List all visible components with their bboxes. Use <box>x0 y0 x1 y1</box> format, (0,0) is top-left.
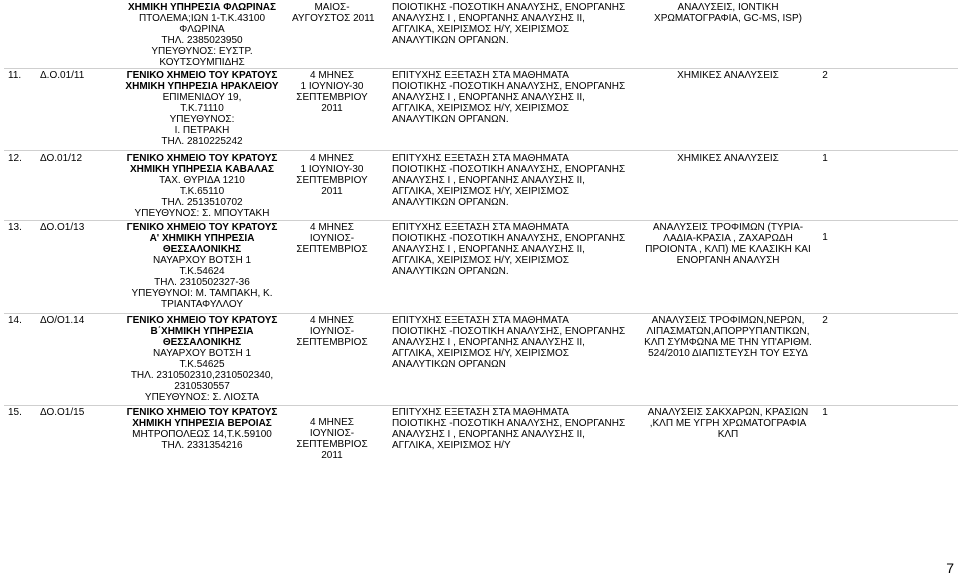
duration-line: 4 ΜΗΝΕΣ <box>310 153 354 164</box>
duration-line: ΣΕΠΤΕΜΒΡΙΟΣ <box>296 244 368 255</box>
requirement-line: ΑΝΑΛΥΣΗΣ Ι , ΕΝΟΡΓΑΝΗΣ ΑΝΑΛΥΣΗΣ ΙΙ, <box>392 92 585 103</box>
organization-name-line: ΧΗΜΙΚΗ ΥΠΗΡΕΣΙΑ ΚΑΒΑΛΑΣ <box>129 164 275 175</box>
organization-detail-line: Τ.Κ.54624 <box>179 266 225 277</box>
duration-line: 1 ΙΟΥΝΙΟΥ-30 <box>300 164 364 175</box>
organization-detail-line: ΤΗΛ. 2310502310,2310502340, <box>130 370 274 381</box>
requirement-line: ΑΓΓΛΙΚΑ, ΧΕΙΡΙΣΜΟΣ Η/Υ, ΧΕΙΡΙΣΜΟΣ <box>392 186 569 197</box>
row-divider <box>4 313 958 314</box>
positions-count: 2 <box>822 315 828 326</box>
duration-line: 4 ΜΗΝΕΣ <box>310 70 354 81</box>
requirements <box>392 2 642 46</box>
requirement-line: ΠΟΙΟΤΙΚΗΣ -ΠΟΣΟΤΙΚΗ ΑΝΑΛΥΣΗΣ, ΕΝΟΡΓΑΝΗΣ <box>392 418 626 429</box>
requirement-line: ΑΝΑΛΥΣΗΣ Ι , ΕΝΟΡΓΑΝΗΣ ΑΝΑΛΥΣΗΣ ΙΙ, <box>392 13 585 24</box>
specialty: ΑΝΑΛΥΣΕΙΣ ΤΡΟΦΙΜΩΝ (ΤΥΡΙΑ-ΛΑΔΙΑ-ΚΡΑΣΙΑ , ΖΑΧΑΡΩΔΗ ΠΡΟΙΟΝΤΑ , ΚΛΠ) ΜΕ ΚΛΑΣΙΚΗ ΚΑΙ ΕΝΟΡΓΑΝΗ ΑΝΑΛΥΣΗ <box>645 222 811 266</box>
organization-detail-line: ΥΠΕΥΘΥΝΟΙ: Μ. ΤΑΜΠΑΚΗ, Κ. <box>131 288 273 299</box>
specialty: ΑΝΑΛΥΣΕΙΣ ΣΑΚΧΑΡΩΝ, ΚΡΑΣΙΩΝ ,ΚΛΠ ΜΕ ΥΓΡΗ ΧΡΩΜΑΤΟΓΡΑΦΙΑ ΚΛΠ <box>647 407 809 440</box>
duration-line: ΙΟΥΝΙΟΣ- <box>309 428 355 439</box>
row-number: 14. <box>8 315 22 326</box>
organization-detail-line: ΜΗΤΡΟΠΟΛΕΩΣ 14,Τ.Κ.59100 <box>132 429 272 440</box>
organization-info <box>112 222 292 310</box>
organization-name-line: ΧΗΜΙΚΗ ΥΠΗΡΕΣΙΑ ΦΛΩΡΙΝΑΣ <box>127 2 277 13</box>
duration <box>292 2 375 24</box>
duration-line: 2011 <box>321 450 343 461</box>
organization-info <box>112 70 292 147</box>
requirement-line: ΑΓΓΛΙΚΑ, ΧΕΙΡΙΣΜΟΣ Η/Υ, ΧΕΙΡΙΣΜΟΣ <box>392 103 569 114</box>
requirement-line: ΠΟΙΟΤΙΚΗΣ -ΠΟΣΟΤΙΚΗ ΑΝΑΛΥΣΗΣ, ΕΝΟΡΓΑΝΗΣ <box>392 233 626 244</box>
specialty: ΑΝΑΛΥΣΕΙΣ ΤΡΟΦΙΜΩΝ,ΝΕΡΩΝ, ΛΙΠΑΣΜΑΤΩΝ,ΑΠΟΡΡΥΠΑΝΤΙΚΩΝ, ΚΛΠ ΣΥΜΦΩΝΑ ΜΕ ΤΗΝ ΥΠ'ΑΡΙΘΜ. 524/2010 ΔΙΑΠΙΣΤΕΥΣΗ ΤΟΥ ΕΣΥΔ <box>644 315 812 359</box>
page-number: 7 <box>946 560 954 576</box>
requirement-line: ΑΓΓΛΙΚΑ, ΧΕΙΡΙΣΜΟΣ Η/Υ <box>392 440 511 451</box>
organization-name-line: ΧΗΜΙΚΗ ΥΠΗΡΕΣΙΑ ΒΕΡΟΙΑΣ <box>132 418 272 429</box>
organization-detail-line: Τ.Κ.54625 <box>179 359 225 370</box>
position-code: Δ.Ο.01/11 <box>40 70 85 81</box>
duration-line: ΑΥΓΟΥΣΤΟΣ 2011 <box>292 13 375 24</box>
requirement-line: ΑΝΑΛΥΤΙΚΩΝ ΟΡΓΑΝΩΝ <box>392 359 506 370</box>
organization-detail-line: ΠΤΟΛΕΜΑ;ΙΩΝ 1-Τ.Κ.43100 <box>138 13 266 24</box>
row-number: 13. <box>8 222 22 233</box>
positions-count: 2 <box>822 70 828 81</box>
requirements <box>392 153 642 208</box>
organization-detail-line: ΤΡΙΑΝΤΑΦΥΛΛΟΥ <box>160 299 244 310</box>
organization-detail-line: ΝΑΥΑΡΧΟΥ ΒΟΤΣΗ 1 <box>152 255 252 266</box>
duration-line: ΣΕΠΤΕΜΒΡΙΟΥ <box>296 175 368 186</box>
requirement-line: ΕΠΙΤΥΧΗΣ ΕΞΕΤΑΣΗ ΣΤΑ ΜΑΘΗΜΑΤΑ <box>392 315 569 326</box>
requirement-line: ΕΠΙΤΥΧΗΣ ΕΞΕΤΑΣΗ ΣΤΑ ΜΑΘΗΜΑΤΑ <box>392 70 569 81</box>
organization-detail-line: ΥΠΕΥΘΥΝΟΣ: Σ. ΛΙΟΣΤΑ <box>144 392 260 403</box>
duration-line: 2011 <box>321 103 343 114</box>
organization-name-line: ΓΕΝΙΚΟ ΧΗΜΕΙΟ ΤΟΥ ΚΡΑΤΟΥΣ <box>126 153 278 164</box>
organization-name-line: ΓΕΝΙΚΟ ΧΗΜΕΙΟ ΤΟΥ ΚΡΑΤΟΥΣ <box>126 407 278 418</box>
position-code: ΔΟ/Ο1.14 <box>40 315 85 326</box>
requirement-line: ΑΝΑΛΥΤΙΚΩΝ ΟΡΓΑΝΩΝ. <box>392 266 509 277</box>
duration-line: 4 ΜΗΝΕΣ <box>310 222 354 233</box>
duration-line: ΜΑΙΟΣ- <box>314 2 350 13</box>
duration <box>292 222 372 255</box>
organization-detail-line: Τ.Κ.65110 <box>179 186 225 197</box>
duration-line: 4 ΜΗΝΕΣ <box>310 315 354 326</box>
position-code: ΔΟ.01/12 <box>40 153 83 164</box>
duration-line: ΣΕΠΤΕΜΒΡΙΟΣ <box>296 439 368 450</box>
requirement-line: ΑΝΑΛΥΤΙΚΩΝ ΟΡΓΑΝΩΝ. <box>392 114 509 125</box>
requirement-line: ΕΠΙΤΥΧΗΣ ΕΞΕΤΑΣΗ ΣΤΑ ΜΑΘΗΜΑΤΑ <box>392 153 569 164</box>
organization-detail-line: ΥΠΕΥΘΥΝΟΣ: <box>169 114 235 125</box>
duration <box>292 417 372 461</box>
requirement-line: ΑΝΑΛΥΣΗΣ Ι , ΕΝΟΡΓΑΝΗΣ ΑΝΑΛΥΣΗΣ ΙΙ, <box>392 429 585 440</box>
organization-detail-line: 2310530557 <box>174 381 230 392</box>
organization-info <box>112 407 292 451</box>
requirement-line: ΑΝΑΛΥΣΗΣ Ι , ΕΝΟΡΓΑΝΗΣ ΑΝΑΛΥΣΗΣ ΙΙ, <box>392 175 585 186</box>
organization-name-line: ΘΕΣΣΑΛΟΝΙΚΗΣ <box>162 244 242 255</box>
organization-detail-line: ΚΟΥΤΣΟΥΜΠΙΔΗΣ <box>159 57 245 68</box>
organization-name-line: Β΄ΧΗΜΙΚΗ ΥΠΗΡΕΣΙΑ <box>150 326 254 337</box>
positions-count: 1 <box>822 232 828 243</box>
specialty: ΧΗΜΙΚΕΣ ΑΝΑΛΥΣΕΙΣ <box>677 153 779 164</box>
organization-detail-line: ΥΠΕΥΘΥΝΟΣ: ΕΥΣΤΡ. <box>151 46 253 57</box>
requirements <box>392 407 642 451</box>
organization-name-line: ΓΕΝΙΚΟ ΧΗΜΕΙΟ ΤΟΥ ΚΡΑΤΟΥΣ <box>126 222 278 233</box>
organization-detail-line: ΤΗΛ. 2331354216 <box>161 440 243 451</box>
specialty: ΑΝΑΛΥΣΕΙΣ, ΙΟΝΤΙΚΗ ΧΡΩΜΑΤΟΓΡΑΦΙΑ, GC-MS, ISP) <box>654 2 802 24</box>
requirement-line: ΠΟΙΟΤΙΚΗΣ -ΠΟΣΟΤΙΚΗ ΑΝΑΛΥΣΗΣ, ΕΝΟΡΓΑΝΗΣ <box>392 81 626 92</box>
requirement-line: ΕΠΙΤΥΧΗΣ ΕΞΕΤΑΣΗ ΣΤΑ ΜΑΘΗΜΑΤΑ <box>392 407 569 418</box>
requirements <box>392 315 642 370</box>
row-divider <box>4 405 958 406</box>
requirement-line: ΠΟΙΟΤΙΚΗΣ -ΠΟΣΟΤΙΚΗ ΑΝΑΛΥΣΗΣ, ΕΝΟΡΓΑΝΗΣ <box>392 164 626 175</box>
row-divider <box>4 220 958 221</box>
requirement-line: ΑΝΑΛΥΣΗΣ Ι , ΕΝΟΡΓΑΝΗΣ ΑΝΑΛΥΣΗΣ ΙΙ, <box>392 337 585 348</box>
row-number: 12. <box>8 153 22 164</box>
organization-detail-line: ΕΠΙΜΕΝΙΔΟΥ 19, <box>162 92 242 103</box>
requirement-line: ΑΝΑΛΥΣΗΣ Ι , ΕΝΟΡΓΑΝΗΣ ΑΝΑΛΥΣΗΣ ΙΙ, <box>392 244 585 255</box>
positions-count: 1 <box>822 153 828 164</box>
duration <box>292 315 372 348</box>
requirement-line: ΑΝΑΛΥΤΙΚΩΝ ΟΡΓΑΝΩΝ. <box>392 35 509 46</box>
organization-detail-line: ΝΑΥΑΡΧΟΥ ΒΟΤΣΗ 1 <box>152 348 252 359</box>
duration-line: 1 ΙΟΥΝΙΟΥ-30 <box>300 81 364 92</box>
requirement-line: ΑΓΓΛΙΚΑ, ΧΕΙΡΙΣΜΟΣ Η/Υ, ΧΕΙΡΙΣΜΟΣ <box>392 348 569 359</box>
requirements <box>392 70 642 125</box>
organization-detail-line: ΤΑΧ. ΘΥΡΙΔΑ 1210 <box>159 175 245 186</box>
organization-detail-line: ΥΠΕΥΘΥΝΟΣ: Σ. ΜΠΟΥΤΑΚΗ <box>134 208 270 219</box>
row-divider <box>4 150 958 151</box>
organization-info <box>112 2 292 68</box>
row-divider <box>4 68 958 69</box>
duration-line: ΣΕΠΤΕΜΒΡΙΟΣ <box>296 337 368 348</box>
duration-line: 2011 <box>321 186 343 197</box>
requirement-line: ΠΟΙΟΤΙΚΗΣ -ΠΟΣΟΤΙΚΗ ΑΝΑΛΥΣΗΣ, ΕΝΟΡΓΑΝΗΣ <box>392 2 626 13</box>
organization-detail-line: Ι. ΠΕΤΡΑΚΗ <box>174 125 230 136</box>
organization-info <box>112 315 292 403</box>
position-code: ΔΟ.Ο1/13 <box>40 222 85 233</box>
requirement-line: ΠΟΙΟΤΙΚΗΣ -ΠΟΣΟΤΙΚΗ ΑΝΑΛΥΣΗΣ, ΕΝΟΡΓΑΝΗΣ <box>392 326 626 337</box>
position-code: ΔΟ.Ο1/15 <box>40 407 85 418</box>
organization-name-line: Α' ΧΗΜΙΚΗ ΥΠΗΡΕΣΙΑ <box>149 233 255 244</box>
organization-name-line: ΧΗΜΙΚΗ ΥΠΗΡΕΣΙΑ ΗΡΑΚΛΕΙΟΥ <box>125 81 279 92</box>
row-number: 15. <box>8 407 22 418</box>
duration-line: ΣΕΠΤΕΜΒΡΙΟΥ <box>296 92 368 103</box>
duration-line: ΙΟΥΝΙΟΣ- <box>309 233 355 244</box>
requirement-line: ΕΠΙΤΥΧΗΣ ΕΞΕΤΑΣΗ ΣΤΑ ΜΑΘΗΜΑΤΑ <box>392 222 569 233</box>
duration-line: 4 ΜΗΝΕΣ <box>310 417 354 428</box>
positions-count: 1 <box>822 407 828 418</box>
duration <box>292 153 372 197</box>
organization-detail-line: ΤΗΛ. 2385023950 <box>161 35 243 46</box>
duration <box>292 70 372 114</box>
organization-detail-line: ΤΗΛ. 2513510702 <box>161 197 243 208</box>
organization-detail-line: ΤΗΛ. 2810225242 <box>161 136 243 147</box>
specialty: ΧΗΜΙΚΕΣ ΑΝΑΛΥΣΕΙΣ <box>677 70 779 81</box>
requirement-line: ΑΝΑΛΥΤΙΚΩΝ ΟΡΓΑΝΩΝ. <box>392 197 509 208</box>
requirement-line: ΑΓΓΛΙΚΑ, ΧΕΙΡΙΣΜΟΣ Η/Υ, ΧΕΙΡΙΣΜΟΣ <box>392 255 569 266</box>
duration-line: ΙΟΥΝΙΟΣ- <box>309 326 355 337</box>
organization-info <box>112 153 292 219</box>
organization-name-line: ΓΕΝΙΚΟ ΧΗΜΕΙΟ ΤΟΥ ΚΡΑΤΟΥΣ <box>126 70 278 81</box>
row-number: 11. <box>8 70 22 81</box>
organization-detail-line: Τ.Κ.71110 <box>180 103 224 114</box>
organization-name-line: ΓΕΝΙΚΟ ΧΗΜΕΙΟ ΤΟΥ ΚΡΑΤΟΥΣ <box>126 315 278 326</box>
requirements <box>392 222 642 277</box>
organization-name-line: ΘΕΣΣΑΛΟΝΙΚΗΣ <box>162 337 242 348</box>
organization-detail-line: ΤΗΛ. 2310502327-36 <box>154 277 250 288</box>
requirement-line: ΑΓΓΛΙΚΑ, ΧΕΙΡΙΣΜΟΣ Η/Υ, ΧΕΙΡΙΣΜΟΣ <box>392 24 569 35</box>
organization-detail-line: ΦΛΩΡΙΝΑ <box>179 24 225 35</box>
